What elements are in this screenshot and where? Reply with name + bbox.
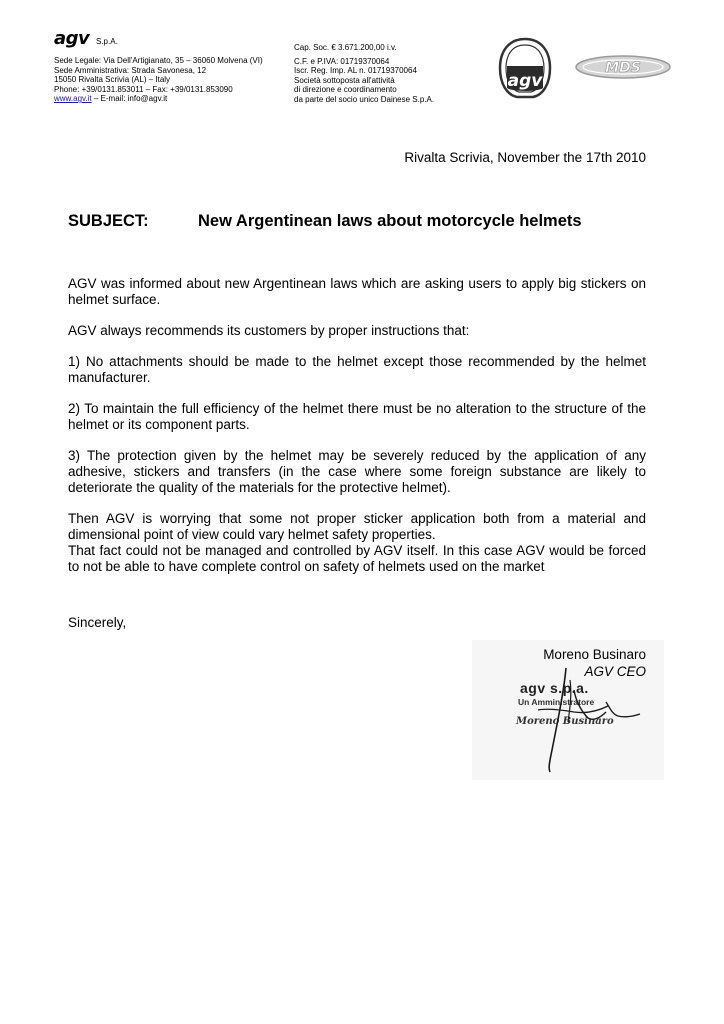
address-line: 15050 Rivalta Scrivia (AL) – Italy: [54, 75, 171, 84]
subject-line: [68, 212, 582, 231]
paragraph: 2) To maintain the full efficiency of the helmet there must be no alteration to the structure of the helmet or its component parts.: [68, 401, 646, 432]
stamp-name: Moreno Businaro: [516, 716, 614, 727]
address-line: Sede Amministrativa: Strada Savonesa, 12: [54, 65, 207, 75]
email-text: – E-mail: info@agv.it: [91, 94, 168, 103]
company-address: [54, 56, 263, 104]
paragraph: 3) The protection given by the helmet may be severely reduced by the application of any adhesive, stickers and transfers (in the case where some foreign substance are likely to deteriorate the quality of the materials for the protective helmet).: [68, 448, 646, 495]
logo-text: agv: [507, 71, 543, 91]
subject-label: SUBJECT:: [68, 212, 149, 230]
corporate-line: Società sottoposta all'attività: [294, 75, 395, 85]
address-line: Phone: +39/0131.853011 – Fax: +39/0131.853090: [54, 84, 233, 94]
agv-wordmark: agv: [54, 28, 90, 49]
corporate-line: Iscr. Reg. Imp. AL n. 01719370064: [294, 66, 417, 75]
signer-role: AGV CEO: [584, 664, 646, 679]
stamp-title: Un Amministratore: [518, 697, 595, 707]
paragraph: That fact could not be managed and controlled by AGV itself. In this case AGV would be forced to not be able to have complete control on safety of helmets used on the market: [68, 543, 646, 574]
paragraph: 1) No attachments should be made to the helmet except those recommended by the helmet manufacturer.: [68, 354, 646, 385]
website-link[interactable]: www.agv.it: [54, 94, 92, 103]
corporate-line: di direzione e coordinamento: [294, 85, 397, 94]
corporate-info: [294, 43, 434, 104]
subject-text: New Argentinean laws about motorcycle helmets: [198, 212, 582, 230]
mds-logo-text: MDS: [605, 60, 641, 76]
corporate-line: C.F. e P.IVA: 01719370064: [294, 56, 390, 66]
paragraph: AGV was informed about new Argentinean laws which are asking users to apply big stickers on helmet surface.: [68, 276, 646, 307]
paragraph: AGV always recommends its customers by proper instructions that:: [68, 323, 470, 338]
address-line: Sede Legale: Via Dell'Artigianato, 35 – 36060 Molvena (VI): [54, 56, 263, 65]
stamp-company-name: agv s.p.a.: [520, 680, 589, 696]
signer-block: [543, 646, 646, 680]
closing: Sincerely,: [68, 615, 127, 630]
brand-suffix: S.p.A.: [96, 37, 118, 46]
agv-helmet-logo: [497, 36, 553, 100]
signer-name: Moreno Businaro: [543, 647, 646, 662]
share-capital: Cap. Soc. € 3.671.200,00 i.v.: [294, 43, 397, 52]
letter-body: [68, 276, 646, 590]
paragraph: Then AGV is worrying that some not proper sticker application both from a material and dimensional point of view could vary helmet safety properties.: [68, 511, 646, 542]
contact-line: [54, 94, 263, 104]
letter-date: Rivalta Scrivia, November the 17th 2010: [404, 150, 646, 165]
corporate-line: da parte del socio unico Dainese S.p.A.: [294, 94, 435, 104]
mds-logo: [574, 54, 672, 80]
